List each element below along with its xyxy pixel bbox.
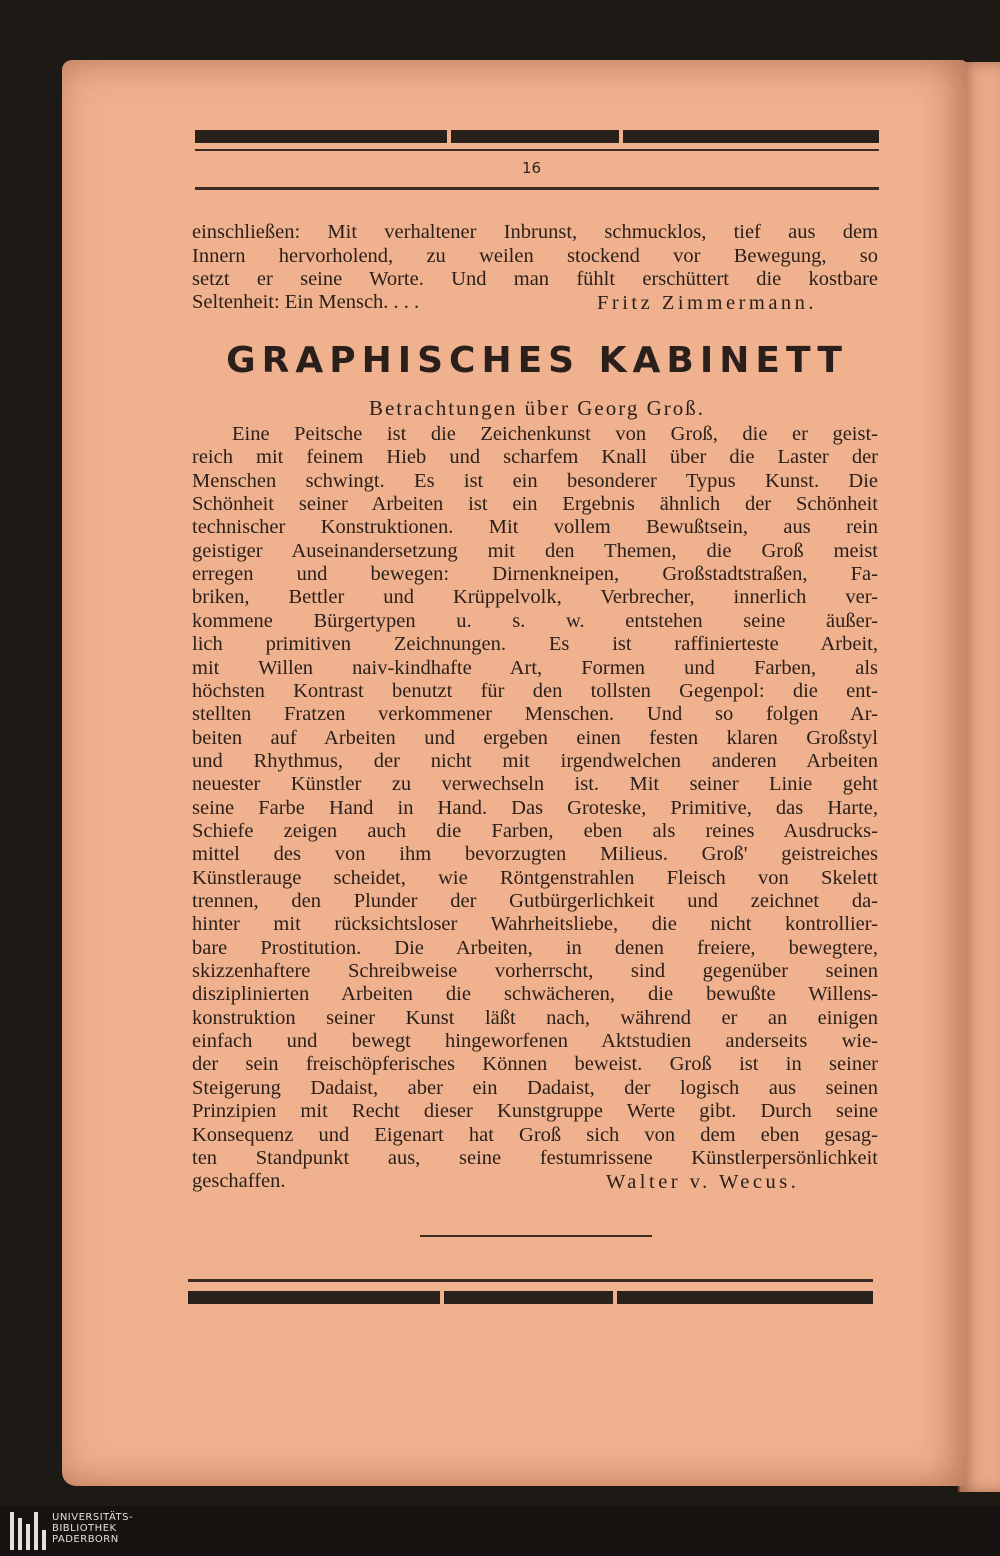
- section-title: GRAPHISCHES KABINETT: [226, 340, 848, 381]
- text-line: beiten auf Arbeiten und ergeben einen festen klaren Großstyl: [192, 726, 878, 749]
- page-number: 16: [522, 159, 542, 177]
- text-line: der sein freischöpferisches Können beweist. Groß ist in seiner: [192, 1053, 878, 1076]
- text-line: skizzenhaftere Schreibweise vorherrscht, sind gegenüber seinen: [192, 960, 878, 983]
- author-signature-zimmermann: Fritz Zimmermann.: [597, 292, 818, 314]
- author-signature-wecus: Walter v. Wecus.: [606, 1171, 800, 1194]
- footer-rule-thick: [188, 1291, 873, 1304]
- text-line: höchsten Kontrast benutzt für den tollsten Gegenpol: die ent-: [192, 679, 878, 702]
- text-line: bare Prostitution. Die Arbeiten, in denen freiere, bewegtere,: [192, 936, 878, 959]
- text-line: einfach und bewegt hingeworfenen Aktstudien anderseits wie-: [192, 1030, 878, 1053]
- library-footer: [0, 1506, 1000, 1556]
- footer-rule-thin: [188, 1279, 873, 1282]
- text-line: Innern hervorholend, zu weilen stockend vor Bewegung, so: [192, 244, 878, 267]
- header-rule-thick: [195, 130, 879, 143]
- text-line: disziplinierten Arbeiten die schwächeren, die bewußte Willens-: [192, 983, 878, 1006]
- text-line: Eine Peitsche ist die Zeichenkunst von Groß, die er geist-: [232, 423, 878, 445]
- text-line: stellten Fratzen verkommener Menschen. Und so folgen Ar-: [192, 703, 878, 726]
- text-line: lich primitiven Zeichnungen. Es ist raffinierteste Arbeit,: [192, 633, 878, 656]
- text-line: kommene Bürgertypen u. s. w. entstehen seine äußer-: [192, 609, 878, 632]
- text-line: Schiefe zeigen auch die Farben, eben als reines Ausdrucks-: [192, 819, 878, 842]
- library-logo-text: [52, 1512, 133, 1545]
- text-line: hinter mit rücksichtsloser Wahrheitsliebe, die nicht kontrollier-: [192, 913, 878, 936]
- text-line: neuester Künstler zu verwechseln ist. Mit seiner Linie geht: [192, 773, 878, 796]
- header-rule-break: [447, 130, 451, 143]
- library-logo-icon: [8, 1510, 48, 1552]
- text-line: Schönheit seiner Arbeiten ist ein Ergebnis ähnlich der Schönheit: [192, 493, 878, 516]
- footer-rule-break: [613, 1291, 617, 1304]
- text-line: briken, Bettler und Krüppelvolk, Verbrecher, innerlich ver-: [192, 586, 878, 609]
- text-line: trennen, den Plunder der Gutbürgerlichkeit und zeichnet da-: [192, 890, 878, 912]
- text-line: Menschen schwingt. Es ist ein besonderer Typus Kunst. Die: [192, 469, 878, 492]
- text-line: erregen und bewegen: Dirnenkneipen, Großstadtstraßen, Fa-: [192, 563, 878, 586]
- text-line: mittel des von ihm bevorzugten Milieus. Groß' geistreiches: [192, 843, 878, 866]
- text-line: Konsequenz und Eigenart hat Groß sich von dem eben gesag-: [192, 1123, 878, 1146]
- text-line: geistiger Auseinandersetzung mit den Themen, die Groß meist: [192, 539, 878, 562]
- text-line: seine Farbe Hand in Hand. Das Groteske, Primitive, das Harte,: [192, 796, 878, 819]
- logo-line-1: UNIVERSITÄTS-: [52, 1512, 134, 1523]
- page-number-rule: [195, 187, 879, 190]
- logo-line-3: PADERBORN: [52, 1534, 119, 1545]
- end-rule: [420, 1235, 652, 1237]
- text-line: setzt er seine Worte. Und man fühlt erschüttert die kostbare: [192, 268, 878, 290]
- continued-last-line: Seltenheit: Ein Mensch. . . .: [192, 291, 420, 313]
- text-line: Steigerung Dadaist, aber ein Dadaist, der logisch aus seinen: [192, 1076, 878, 1099]
- text-line: und Rhythmus, der nicht mit irgendwelchen anderen Arbeiten: [192, 749, 878, 772]
- text-line: konstruktion seiner Kunst läßt nach, während er an einigen: [192, 1006, 878, 1029]
- logo-line-2: BIBLIOTHEK: [52, 1523, 117, 1534]
- text-line: Prinzipien mit Recht dieser Kunstgruppe Werte gibt. Durch seine: [192, 1100, 878, 1123]
- footer-rule-break: [440, 1291, 444, 1304]
- header-rule-thin: [195, 149, 879, 151]
- text-line: mit Willen naiv-kindhafte Art, Formen und Farben, als: [192, 656, 878, 679]
- section-subtitle: Betrachtungen über Georg Groß.: [368, 396, 706, 420]
- text-line: ten Standpunkt aus, seine festumrissene Künstlerpersönlichkeit: [192, 1146, 878, 1169]
- text-line: einschließen: Mit verhaltener Inbrunst, schmucklos, tief aus dem: [192, 221, 878, 243]
- text-line: Künstlerauge scheidet, wie Röntgenstrahlen Fleisch von Skelett: [192, 866, 878, 889]
- text-line: technischer Konstruktionen. Mit vollem Bewußtsein, aus rein: [192, 516, 878, 539]
- text-line: reich mit feinem Hieb und scharfem Knall über die Laster der: [192, 446, 878, 469]
- article-last-line: geschaffen.: [192, 1170, 286, 1193]
- header-rule-break: [619, 130, 623, 143]
